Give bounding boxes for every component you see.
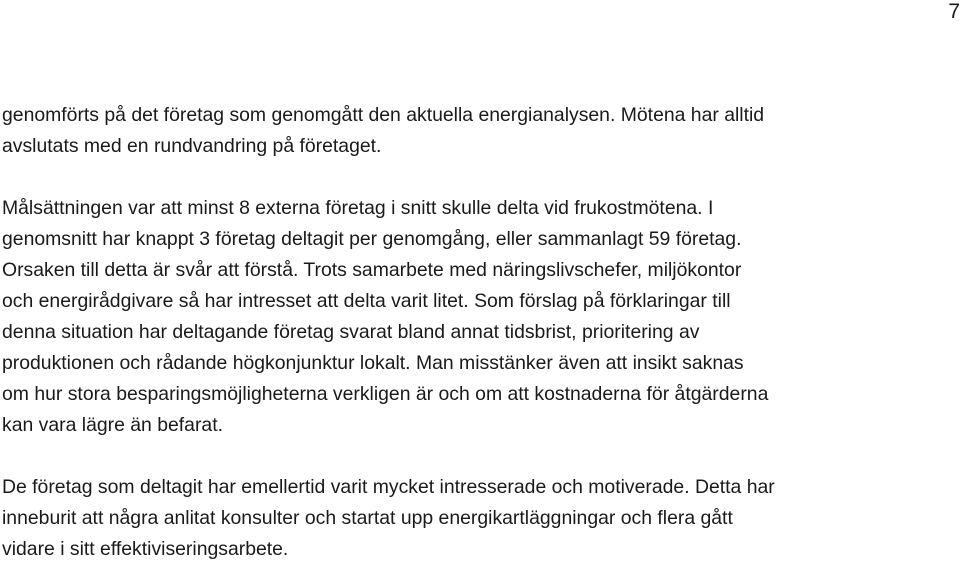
page-number: 7 (948, 0, 960, 23)
paragraph-participation (2, 193, 958, 441)
text-line: De företag som deltagit har emellertid varit mycket intresserade och motiverade. Detta har (2, 476, 775, 498)
paragraph-outcome (2, 472, 958, 565)
text-line: Orsaken till detta är svår att förstå. Trots samarbete med näringslivschefer, miljökontor (2, 259, 742, 281)
text-line: produktionen och rådande högkonjunktur lokalt. Man misstänker även att insikt saknas (2, 352, 744, 374)
text-line: denna situation har deltagande företag svarat bland annat tidsbrist, prioritering av (2, 321, 700, 343)
text-line: Målsättningen var att minst 8 externa företag i snitt skulle delta vid frukostmötena. I (2, 197, 714, 219)
text-line: kan vara lägre än befarat. (2, 414, 223, 436)
paragraph-meeting-format (2, 100, 958, 162)
text-line: inneburit att några anlitat konsulter och startat upp energikartläggningar och flera gått (2, 507, 733, 529)
text-line: och energirådgivare så har intresset att delta varit litet. Som förslag på förklaringar till (2, 290, 731, 312)
text-line: om hur stora besparingsmöjligheterna verkligen är och om att kostnaderna för åtgärderna (2, 383, 769, 405)
text-line: vidare i sitt effektiviseringsarbete. (2, 538, 289, 560)
text-line: avslutats med en rundvandring på företaget. (2, 135, 382, 157)
document-body (2, 100, 958, 565)
text-line: genomsnitt har knappt 3 företag deltagit per genomgång, eller sammanlagt 59 företag. (2, 228, 742, 250)
text-line: genomförts på det företag som genomgått den aktuella energianalysen. Mötena har alltid (2, 104, 765, 126)
